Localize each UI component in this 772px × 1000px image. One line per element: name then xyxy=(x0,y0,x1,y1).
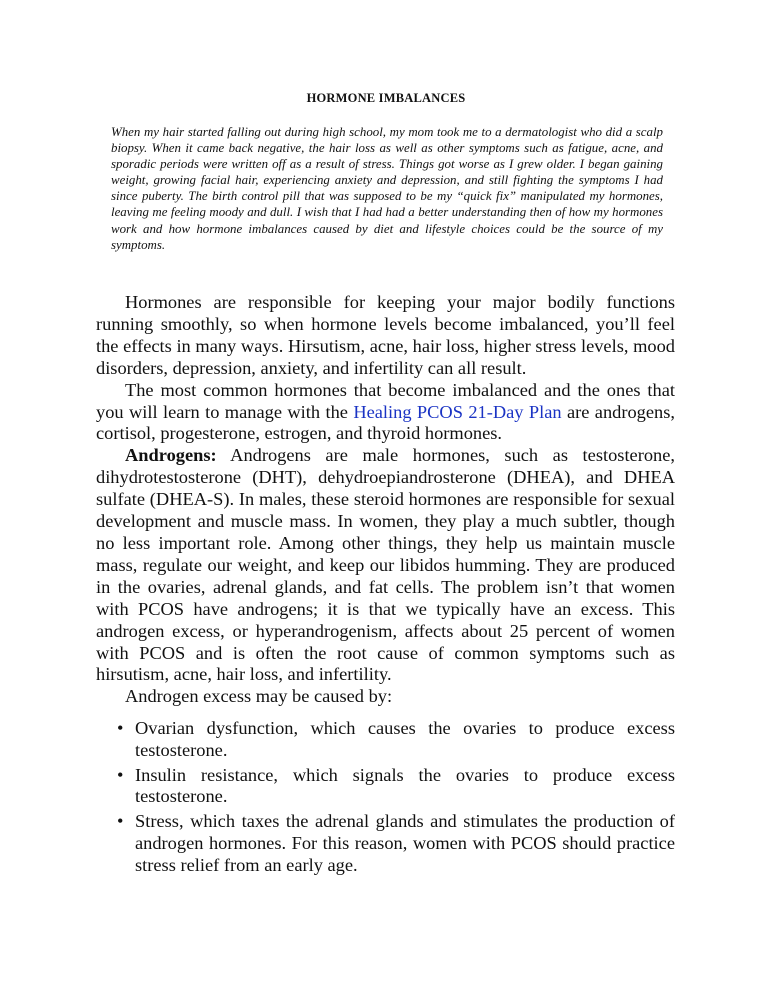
list-item xyxy=(96,765,675,809)
bullet-icon: • xyxy=(117,810,124,831)
list-item xyxy=(96,811,675,877)
paragraph-3 xyxy=(96,445,675,686)
body-text xyxy=(96,292,675,879)
bullet-icon: • xyxy=(117,764,124,785)
paragraph-2-text-after: are androgens, cortisol, progesterone, estrogen, and thyroid hormones. xyxy=(96,401,675,444)
list-item-text: Stress, which taxes the adrenal glands and stimulates the production of androgen hormones. For this reason, women with PCOS should practice stress relief from an early age. xyxy=(135,810,675,875)
epigraph-quote: When my hair started falling out during high school, my mom took me to a dermatologist who did a scalp biopsy. When it came back negative, the hair loss as well as other symptoms such as fatigue, acne, and sporadic periods were written off as a result of stress. Things got worse as I grew older. I began gaining weight, growing facial hair, experiencing anxiety and depression, and still fighting the symptoms I had since puberty. The birth control pill that was supposed to be my “quick fix” manipulated my hormones, leaving me feeling moody and dull. I wish that I had had a better understanding then of how my hormones work and how hormone imbalances caused by diet and lifestyle choices could be the source of my symptoms. xyxy=(111,125,663,252)
page-title: HORMONE IMBALANCES xyxy=(306,91,466,105)
list-item-text: Ovarian dysfunction, which causes the ovaries to produce excess testosterone. xyxy=(135,718,675,761)
paragraph-1: Hormones are responsible for keeping your major bodily functions running smoothly, so when hormone levels become imbalanced, you’ll feel the effects in many ways. Hirsutism, acne, hair loss, higher stress levels, mood disorders, depression, anxiety, and infertility can all result. xyxy=(96,292,675,378)
paragraph-3-text: Androgens are male hormones, such as testosterone, dihydrotestosterone (DHT), dehydroepiandrosterone (DHEA), and DHEA sulfate (DHEA-S). In males, these steroid hormones are responsible for sexual development and muscle mass. In women, they play a much subtler, though no less important role. Among other things, they help us maintain muscle mass, regulate our weight, and keep our libidos humming. They are produced in the ovaries, adrenal glands, and fat cells. The problem isn’t that women with PCOS have androgens; it is that we typically have an excess. This androgen excess, or hyperandrogenism, affects about 25 percent of women with PCOS and is often the root cause of common symptoms such as hirsutism, acne, hair loss, and infertility. xyxy=(96,445,675,685)
causes-list xyxy=(96,718,675,876)
list-item xyxy=(96,718,675,762)
paragraph-2-text-before: The most common hormones that become imbalanced and the ones that you will learn to manage with the xyxy=(96,379,675,422)
androgens-label: Androgens: xyxy=(125,445,217,466)
healing-pcos-plan-link[interactable]: Healing PCOS 21-Day Plan xyxy=(353,401,562,422)
paragraph-4: Androgen excess may be caused by: xyxy=(125,686,393,707)
paragraph-2 xyxy=(96,380,675,446)
list-item-text: Insulin resistance, which signals the ovaries to produce excess testosterone. xyxy=(135,764,675,807)
bullet-icon: • xyxy=(117,718,124,739)
